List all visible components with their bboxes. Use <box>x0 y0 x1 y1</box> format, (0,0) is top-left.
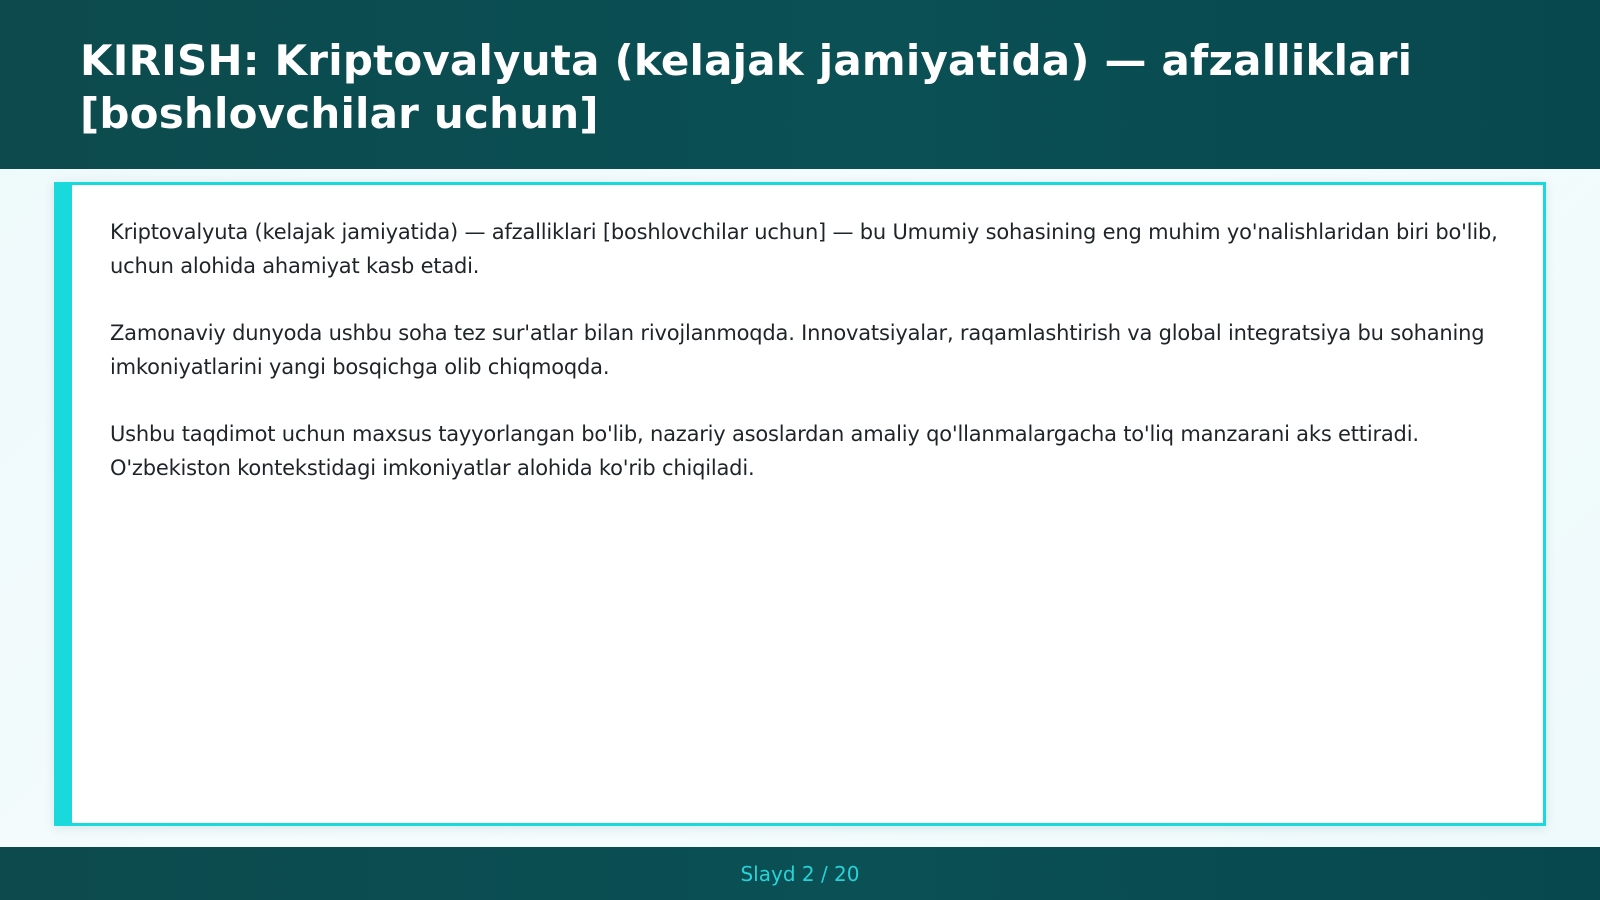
slide-counter: Slayd 2 / 20 <box>740 861 860 886</box>
content-paragraph-2: Zamonaviy dunyoda ushbu soha tez sur'atlar bilan rivojlanmoqda. Innovatsiyalar, raqamlashtirish va global integratsiya bu sohaning imkoniyatlarini yangi bosqichga olib chiqmoqda. <box>110 321 1485 379</box>
slide-header <box>0 0 1600 169</box>
content-paragraph-3: Ushbu taqdimot uchun maxsus tayyorlangan bo'lib, nazariy asoslardan amaliy qo'llanmalargacha to'liq manzarani aks ettiradi. O'zbekiston kontekstidagi imkoniyatlar alohida ko'rib chiqiladi. <box>110 422 1419 480</box>
slide-title: KIRISH: Kriptovalyuta (kelajak jamiyatida) — afzalliklari [boshlovchilar uchun] <box>80 36 1413 138</box>
content-paragraph-1: Kriptovalyuta (kelajak jamiyatida) — afzalliklari [boshlovchilar uchun] — bu Umumiy sohasining eng muhim yo'nalishlaridan biri bo'lib, uchun alohida ahamiyat kasb etadi. <box>110 220 1498 278</box>
content-card <box>54 182 1546 826</box>
slide-footer <box>0 847 1600 900</box>
